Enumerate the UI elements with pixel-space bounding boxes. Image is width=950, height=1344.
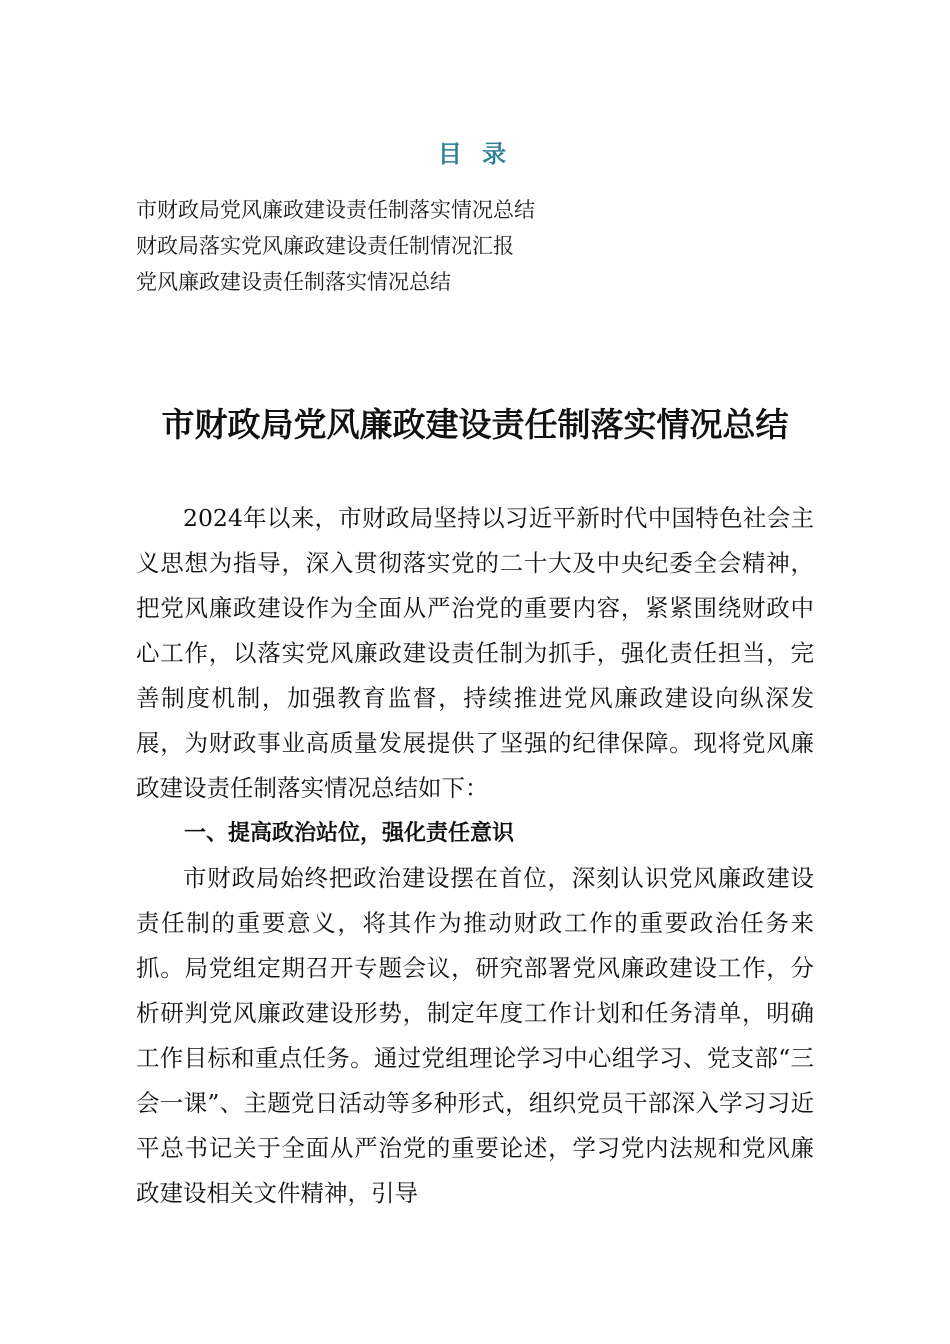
toc-item-3[interactable]: 党风廉政建设责任制落实情况总结: [136, 270, 451, 294]
document-title: 市财政局党风廉政建设责任制落实情况总结: [161, 405, 789, 444]
toc-item-2[interactable]: 财政局落实党风廉政建设责任制情况汇报: [136, 234, 514, 258]
toc-item-1[interactable]: 市财政局党风廉政建设责任制落实情况总结: [136, 198, 535, 222]
document-body: [136, 496, 814, 1216]
table-of-contents: [136, 192, 535, 300]
toc-title: 目 录: [437, 140, 513, 168]
intro-paragraph: 2024年以来，市财政局坚持以习近平新时代中国特色社会主义思想为指导，深入贯彻落实党的二十大及中央纪委全会精神，把党风廉政建设作为全面从严治党的重要内容，紧紧围绕财政中心工作，以落实党风廉政建设责任制为抓手，强化责任担当，完善制度机制，加强教育监督，持续推进党风廉政建设向纵深发展，为财政事业高质量发展提供了坚强的纪律保障。现将党风廉政建设责任制落实情况总结如下：: [136, 504, 814, 802]
section-heading-1: 一、提高政治站位，强化责任意识: [184, 821, 515, 846]
section-1-paragraph: 市财政局始终把政治建设摆在首位，深刻认识党风廉政建设责任制的重要意义，将其作为推动财政工作的重要政治任务来抓。局党组定期召开专题会议，研究部署党风廉政建设工作，分析研判党风廉政建设形势，制定年度工作计划和任务清单，明确工作目标和重点任务。通过党组理论学习中心组学习、党支部“三会一课”、主题党日活动等多种形式，组织党员干部深入学习习近平总书记关于全面从严治党的重要论述，学习党内法规和党风廉政建设相关文件精神，引导: [136, 864, 814, 1207]
